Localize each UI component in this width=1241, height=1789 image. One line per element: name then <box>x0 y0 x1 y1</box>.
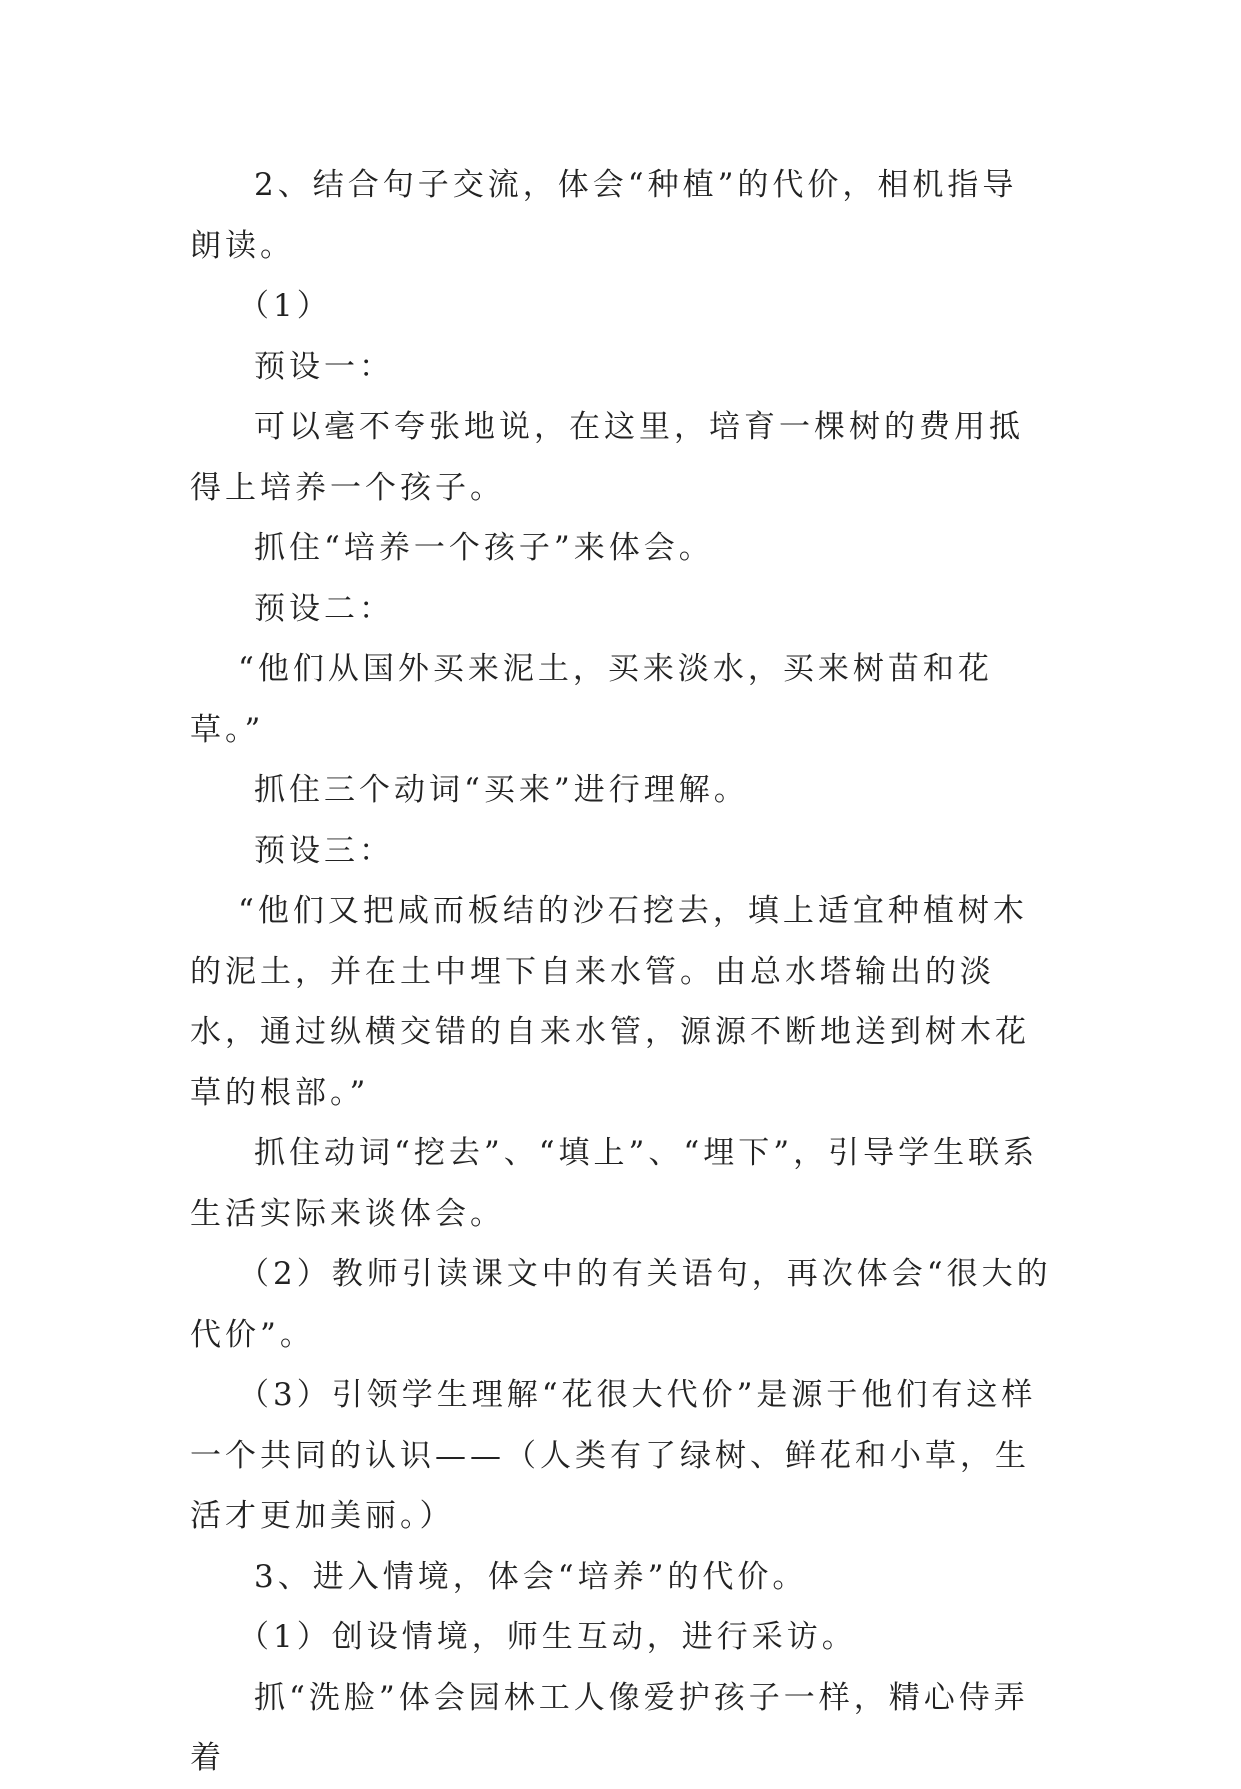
paragraph-3: 预设一： <box>254 348 394 385</box>
paragraph-9: 预设三： <box>254 832 394 869</box>
paragraph-14: 3、进入情境，体会“培养”的代价。 <box>254 1558 808 1595</box>
paragraph-1: 2、结合句子交流，体会“种植”的代价，相机指导朗读。 <box>190 167 1018 264</box>
paragraph-8: 抓住三个动词“买来”进行理解。 <box>254 772 749 808</box>
paragraph-4: 可以毫不夸张地说，在这里，培育一棵树的费用抵得上培养一个孩子。 <box>190 409 1024 506</box>
paragraph-10: “他们又把咸而板结的沙石挖去，填上适宜种植树木的泥土，并在土中埋下自来水管。由总水塔输出的淡水，通过纵横交错的自来水管，源源不断地送到树木花草的根部。” <box>190 893 1030 1111</box>
body-text <box>190 155 1052 1789</box>
paragraph-2: （1） <box>238 288 332 324</box>
paragraph-15: （1）创设情境，师生互动，进行采访。 <box>238 1619 857 1655</box>
paragraph-16: 抓“洗脸”体会园林工人像爱护孩子一样，精心侍弄着 <box>190 1679 1029 1776</box>
paragraph-5: 抓住“培养一个孩子”来体会。 <box>254 530 714 566</box>
paragraph-6: 预设二： <box>254 590 394 627</box>
paragraph-13: （3）引领学生理解“花很大代价”是源于他们有这样一个共同的认识——（人类有了绿树、鲜花和小草，生活才更加美丽。） <box>190 1377 1037 1534</box>
paragraph-11: 抓住动词“挖去”、“填上”、“埋下”，引导学生联系生活实际来谈体会。 <box>190 1135 1039 1232</box>
paragraph-12: （2）教师引读课文中的有关语句，再次体会“很大的代价”。 <box>190 1256 1052 1353</box>
paragraph-7: “他们从国外买来泥土，买来淡水，买来树苗和花草。” <box>190 651 993 748</box>
